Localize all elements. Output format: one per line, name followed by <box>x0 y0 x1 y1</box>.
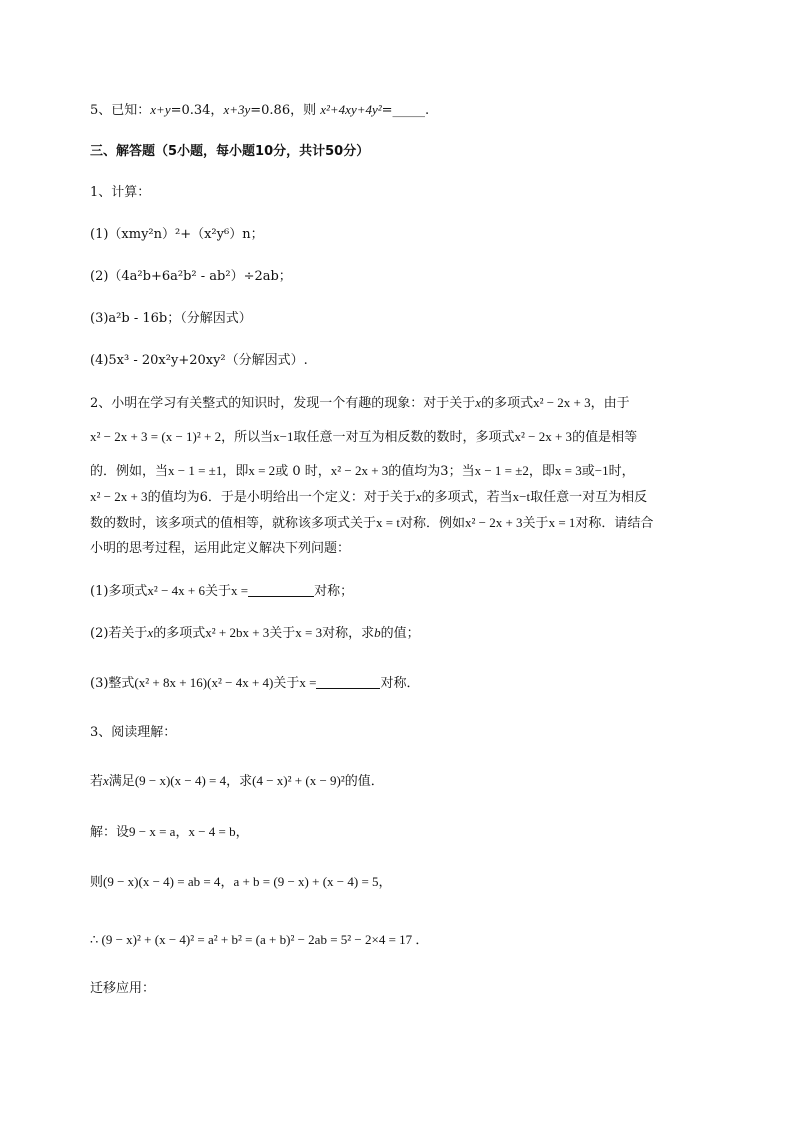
problem-2-line-4: x² − 2x + 3的值均为6．于是小明给出一个定义：对于关于x的多项式，若当x−t取任意一对互为相反 <box>90 489 648 505</box>
problem-3-transfer-heading: 迁移应用： <box>90 981 156 996</box>
problem-2-sub-2: (2)若关于x的多项式x² + 2bx + 3关于x = 3对称，求b的值； <box>90 625 420 641</box>
problem-2-line-6: 小明的思考过程，运用此定义解决下列问题： <box>90 541 351 556</box>
section-3-title: 三、解答题（5小题，每小题10分，共计50分） <box>90 144 370 159</box>
problem-1-item-1: (1)（xmy²n）²+（x²y⁶）n； <box>90 227 264 242</box>
problem-3-solution-3: ∴ (9 − x)² + (x − 4)² = a² + b² = (a + b)² − 2ab = 5² − 2×4 = 17 ． <box>90 932 429 947</box>
problem-2-line-5: 数的数时，该多项式的值相等，就称该多项式关于x = t对称．例如x² − 2x + 3关于x = 1对称．请结合 <box>90 515 654 531</box>
problem-3-solution-2: 则(9 − x)(x − 4) = ab = 4，a + b = (9 − x) + (x − 4) = 5， <box>90 874 392 890</box>
problem-2-line-2: x² − 2x + 3 = (x − 1)² + 2，所以当x−1取任意一对互为相反数的数时，多项式x² − 2x + 3的值是相等 <box>90 429 638 445</box>
answer-blank <box>248 583 314 597</box>
problem-1-item-3: (3)a²b - 16b；（分解因式） <box>90 311 252 326</box>
problem-2-sub-3: (3)整式(x² + 8x + 16)(x² − 4x + 4)关于x = 对称． <box>90 675 420 691</box>
problem-2-line-3: 的．例如，当x − 1 = ±1，即x = 2或 0 时，x² − 2x + 3的值均为3；当x − 1 = ±2，即x = 3或−1时， <box>90 463 635 479</box>
problem-3-solution-1: 解：设9 − x = a，x − 4 = b， <box>90 824 249 840</box>
question-5: 5、已知：x+y=0.34，x+3y=0.86，则 x²+4xy+4y²=_____. <box>90 102 430 118</box>
problem-3-heading: 3、阅读理解： <box>90 725 177 740</box>
answer-blank <box>316 675 380 689</box>
problem-2-sub-1: (1)多项式x² − 4x + 6关于x = 对称； <box>90 583 354 599</box>
problem-1-heading: 1、计算： <box>90 185 151 200</box>
problem-2-line-1: 2、小明在学习有关整式的知识时，发现一个有趣的现象：对于关于x的多项式x² − 2x + 3，由于 <box>90 395 630 411</box>
problem-1-item-2: (2)（4a²b+6a²b² - ab²）÷2ab； <box>90 269 292 284</box>
problem-1-item-4: (4)5x³ - 20x²y+20xy²（分解因式）. <box>90 353 308 368</box>
problem-3-condition: 若x满足(9 − x)(x − 4) = 4，求(4 − x)² + (x − 9)²的值． <box>90 773 384 789</box>
